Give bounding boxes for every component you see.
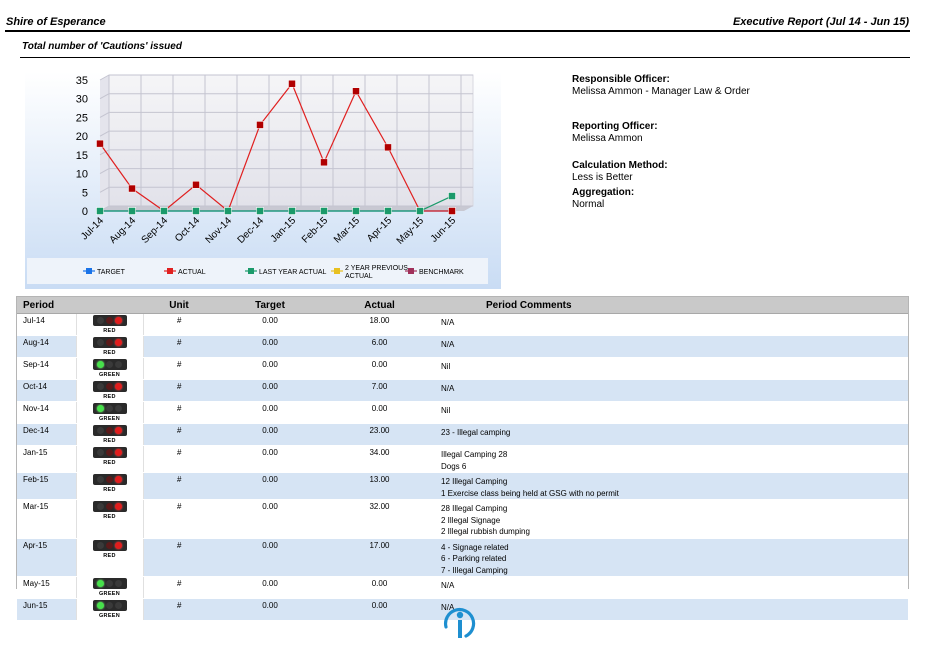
status-indicator bbox=[76, 500, 143, 539]
report-title: Executive Report (Jul 14 - Jun 15) bbox=[732, 16, 909, 28]
traffic-light-icon bbox=[93, 540, 127, 551]
data-point bbox=[417, 208, 424, 215]
target-cell: 0.00 bbox=[215, 446, 325, 473]
actual-cell: 6.00 bbox=[325, 336, 434, 358]
unit-cell: # bbox=[143, 424, 215, 446]
period-cell: Aug-14 bbox=[17, 336, 76, 358]
header-divider bbox=[5, 30, 910, 32]
comment-line: N/A bbox=[441, 318, 455, 327]
status-indicator bbox=[76, 424, 143, 446]
status-indicator bbox=[76, 577, 143, 599]
comments-cell bbox=[434, 599, 908, 621]
x-tick-label: Jan-15 bbox=[268, 215, 299, 245]
actual-cell: 32.00 bbox=[325, 500, 434, 539]
comment-line: 7 - Illegal Camping bbox=[441, 565, 508, 575]
period-cell: Oct-14 bbox=[17, 380, 76, 402]
y-tick-label: 20 bbox=[75, 131, 88, 144]
data-point bbox=[385, 144, 392, 151]
logo-icon bbox=[440, 605, 480, 639]
traffic-light-icon bbox=[93, 600, 127, 611]
actual-cell: 17.00 bbox=[325, 538, 434, 577]
x-tick-label: Dec-14 bbox=[235, 215, 267, 246]
title-divider bbox=[20, 57, 910, 58]
comments-cell bbox=[434, 336, 908, 358]
comment-line: 2 Illegal Signage bbox=[441, 515, 501, 525]
actual-cell: 0.00 bbox=[325, 577, 434, 599]
comments-cell bbox=[434, 538, 908, 577]
legend-label: TARGET bbox=[97, 269, 125, 276]
comment-line: N/A bbox=[441, 581, 455, 590]
comment-line: N/A bbox=[441, 603, 455, 612]
data-point bbox=[289, 208, 296, 215]
comments-cell bbox=[434, 424, 908, 446]
data-point bbox=[321, 159, 328, 166]
data-point bbox=[193, 208, 200, 215]
x-tick-label: Nov-14 bbox=[203, 215, 235, 246]
unit-cell: # bbox=[143, 336, 215, 358]
data-point bbox=[385, 208, 392, 215]
table-row bbox=[17, 473, 908, 500]
actual-cell: 13.00 bbox=[325, 473, 434, 500]
y-tick-label: 5 bbox=[81, 187, 88, 200]
comment-line: N/A bbox=[441, 340, 455, 349]
comments-cell bbox=[434, 380, 908, 402]
comment-line: Illegal Camping 28 bbox=[441, 450, 508, 459]
target-cell: 0.00 bbox=[215, 358, 325, 380]
results-table bbox=[16, 296, 909, 619]
unit-cell: # bbox=[143, 402, 215, 424]
traffic-light-icon bbox=[93, 447, 127, 458]
traffic-light-icon bbox=[93, 315, 127, 326]
organisation-name: Shire of Esperance bbox=[6, 16, 106, 28]
status-header bbox=[76, 297, 143, 314]
legend-swatch bbox=[408, 268, 414, 274]
table-row bbox=[17, 358, 908, 380]
comment-line: Nil bbox=[441, 406, 451, 415]
data-point bbox=[449, 208, 456, 215]
period-cell: Apr-15 bbox=[17, 538, 76, 577]
x-tick-label: Jun-15 bbox=[428, 215, 459, 245]
status-indicator bbox=[76, 402, 143, 424]
actual-cell: 0.00 bbox=[325, 599, 434, 621]
aggregation-label: Aggregation: bbox=[572, 187, 635, 198]
y-tick-label: 35 bbox=[75, 75, 88, 87]
x-tick-label: Sep-14 bbox=[139, 215, 171, 246]
table-row bbox=[17, 380, 908, 402]
period-cell: Nov-14 bbox=[17, 402, 76, 424]
table-row bbox=[17, 446, 908, 473]
comment-line: 6 - Parking related bbox=[441, 554, 507, 563]
data-point bbox=[161, 208, 168, 215]
legend-label: 2 YEAR PREVIOUS ACTUAL bbox=[345, 265, 408, 280]
period-header: Period bbox=[17, 297, 76, 314]
traffic-light-icon bbox=[93, 425, 127, 436]
y-tick-label: 0 bbox=[81, 206, 88, 218]
status-label: GREEN bbox=[98, 613, 121, 619]
status-label: RED bbox=[103, 350, 116, 356]
period-cell: Sep-14 bbox=[17, 358, 76, 380]
unit-cell: # bbox=[143, 599, 215, 621]
line-chart bbox=[25, 72, 501, 289]
comments-cell bbox=[434, 473, 908, 500]
status-indicator bbox=[76, 599, 143, 621]
target-cell: 0.00 bbox=[215, 500, 325, 539]
traffic-light-icon bbox=[93, 359, 127, 370]
x-tick-label: Aug-14 bbox=[107, 215, 139, 246]
comments-cell bbox=[434, 446, 908, 473]
legend-label: LAST YEAR ACTUAL bbox=[259, 269, 327, 276]
reporting-officer-value: Melissa Ammon bbox=[572, 133, 643, 144]
legend-label: ACTUAL bbox=[178, 269, 206, 276]
status-label: RED bbox=[103, 487, 116, 493]
data-point bbox=[129, 208, 136, 215]
period-cell: May-15 bbox=[17, 577, 76, 599]
period-cell: Feb-15 bbox=[17, 473, 76, 500]
status-label: RED bbox=[103, 460, 116, 466]
target-cell: 0.00 bbox=[215, 402, 325, 424]
data-point bbox=[449, 193, 456, 200]
status-label: RED bbox=[103, 328, 116, 334]
traffic-light-icon bbox=[93, 381, 127, 392]
data-point bbox=[353, 88, 360, 95]
x-tick-label: Feb-15 bbox=[299, 215, 331, 246]
actual-cell: 0.00 bbox=[325, 402, 434, 424]
actual-header: Actual bbox=[325, 297, 434, 314]
status-indicator bbox=[76, 336, 143, 358]
table-row bbox=[17, 500, 908, 539]
data-point bbox=[257, 208, 264, 215]
aggregation-value: Normal bbox=[572, 199, 605, 210]
traffic-light-icon bbox=[93, 501, 127, 512]
target-header: Target bbox=[215, 297, 325, 314]
traffic-light-icon bbox=[93, 337, 127, 348]
status-label: GREEN bbox=[98, 372, 121, 378]
period-cell: Mar-15 bbox=[17, 500, 76, 539]
comment-line: 23 - Illegal camping bbox=[441, 428, 511, 437]
target-cell: 0.00 bbox=[215, 577, 325, 599]
unit-cell: # bbox=[143, 500, 215, 539]
comments-cell bbox=[434, 402, 908, 424]
table-row bbox=[17, 577, 908, 599]
target-cell: 0.00 bbox=[215, 380, 325, 402]
comments-cell bbox=[434, 577, 908, 599]
y-tick-label: 30 bbox=[75, 93, 88, 106]
comment-line: 2 Illegal rubbish dumping bbox=[441, 527, 530, 536]
unit-cell: # bbox=[143, 538, 215, 577]
comments-cell bbox=[434, 358, 908, 380]
x-tick-label: Mar-15 bbox=[331, 215, 363, 246]
x-tick-label: Jul-14 bbox=[79, 215, 107, 243]
table-row bbox=[17, 538, 908, 577]
reporting-officer-label: Reporting Officer: bbox=[572, 121, 658, 132]
target-cell: 0.00 bbox=[215, 538, 325, 577]
status-label: RED bbox=[103, 552, 116, 559]
reporting-officer bbox=[572, 121, 658, 145]
legend-swatch bbox=[86, 268, 92, 274]
unit-cell: # bbox=[143, 577, 215, 599]
comment-line: 4 - Signage related bbox=[441, 542, 509, 552]
data-point bbox=[97, 140, 104, 147]
status-label: GREEN bbox=[98, 591, 121, 597]
actual-cell: 7.00 bbox=[325, 380, 434, 402]
target-cell: 0.00 bbox=[215, 314, 325, 336]
period-cell: Dec-14 bbox=[17, 424, 76, 446]
aggregation bbox=[572, 187, 634, 211]
comments-header: Period Comments bbox=[434, 297, 908, 314]
status-indicator bbox=[76, 380, 143, 402]
status-label: RED bbox=[103, 438, 116, 444]
calculation-method-value: Less is Better bbox=[572, 172, 633, 183]
target-cell: 0.00 bbox=[215, 473, 325, 500]
actual-cell: 34.00 bbox=[325, 446, 434, 473]
status-indicator bbox=[76, 446, 143, 473]
data-point bbox=[97, 208, 104, 215]
data-point bbox=[353, 208, 360, 215]
comment-line: N/A bbox=[441, 384, 455, 393]
status-indicator bbox=[76, 358, 143, 380]
status-indicator bbox=[76, 314, 143, 336]
plot-area bbox=[109, 75, 473, 206]
calculation-method bbox=[572, 160, 668, 184]
y-tick-label: 10 bbox=[75, 168, 88, 181]
calculation-method-label: Calculation Method: bbox=[572, 160, 668, 171]
target-cell: 0.00 bbox=[215, 424, 325, 446]
unit-cell: # bbox=[143, 473, 215, 500]
period-cell: Jun-15 bbox=[17, 599, 76, 621]
comments-cell bbox=[434, 500, 908, 539]
legend-swatch bbox=[167, 268, 173, 274]
status-label: RED bbox=[103, 514, 116, 520]
y-tick-label: 25 bbox=[75, 112, 88, 125]
comment-line: Nil bbox=[441, 362, 451, 371]
status-label: GREEN bbox=[98, 416, 121, 422]
target-cell: 0.00 bbox=[215, 336, 325, 358]
responsible-officer bbox=[572, 74, 750, 98]
comment-line: 12 Illegal Camping bbox=[441, 477, 508, 486]
legend-swatch bbox=[334, 268, 340, 274]
table-row bbox=[17, 424, 908, 446]
unit-cell: # bbox=[143, 446, 215, 473]
unit-cell: # bbox=[143, 314, 215, 336]
actual-cell: 23.00 bbox=[325, 424, 434, 446]
traffic-light-icon bbox=[93, 403, 127, 414]
data-point bbox=[257, 121, 264, 128]
unit-header: Unit bbox=[143, 297, 215, 314]
y-tick-label: 15 bbox=[75, 149, 88, 162]
legend-swatch bbox=[248, 268, 254, 274]
responsible-officer-value: Melissa Ammon - Manager Law & Order bbox=[572, 86, 750, 97]
measure-title: Total number of 'Cautions' issued bbox=[22, 41, 182, 52]
legend-label: BENCHMARK bbox=[419, 269, 464, 276]
data-point bbox=[193, 181, 200, 188]
status-label: RED bbox=[103, 394, 116, 400]
period-cell: Jul-14 bbox=[17, 314, 76, 336]
x-tick-label: Apr-15 bbox=[365, 215, 395, 245]
actual-cell: 0.00 bbox=[325, 358, 434, 380]
table-row bbox=[17, 336, 908, 358]
data-point bbox=[129, 185, 136, 192]
actual-cell: 18.00 bbox=[325, 314, 434, 336]
x-tick-label: May-15 bbox=[394, 215, 427, 247]
comment-line: Dogs 6 bbox=[441, 461, 467, 471]
x-tick-label: Oct-14 bbox=[173, 215, 203, 245]
data-point bbox=[289, 80, 296, 87]
comment-line: 28 Illegal Camping bbox=[441, 504, 508, 513]
period-cell: Jan-15 bbox=[17, 446, 76, 473]
unit-cell: # bbox=[143, 358, 215, 380]
data-point bbox=[225, 208, 232, 215]
responsible-officer-label: Responsible Officer: bbox=[572, 74, 670, 85]
table-row bbox=[17, 314, 908, 336]
status-indicator bbox=[76, 473, 143, 500]
data-point bbox=[321, 208, 328, 215]
comment-line: 1 Exercise class being held at GSG with no permit bbox=[441, 488, 619, 498]
traffic-light-icon bbox=[93, 474, 127, 485]
status-indicator bbox=[76, 538, 143, 577]
target-cell: 0.00 bbox=[215, 599, 325, 621]
comments-cell bbox=[434, 314, 908, 336]
unit-cell: # bbox=[143, 380, 215, 402]
traffic-light-icon bbox=[93, 578, 127, 589]
table-row bbox=[17, 402, 908, 424]
